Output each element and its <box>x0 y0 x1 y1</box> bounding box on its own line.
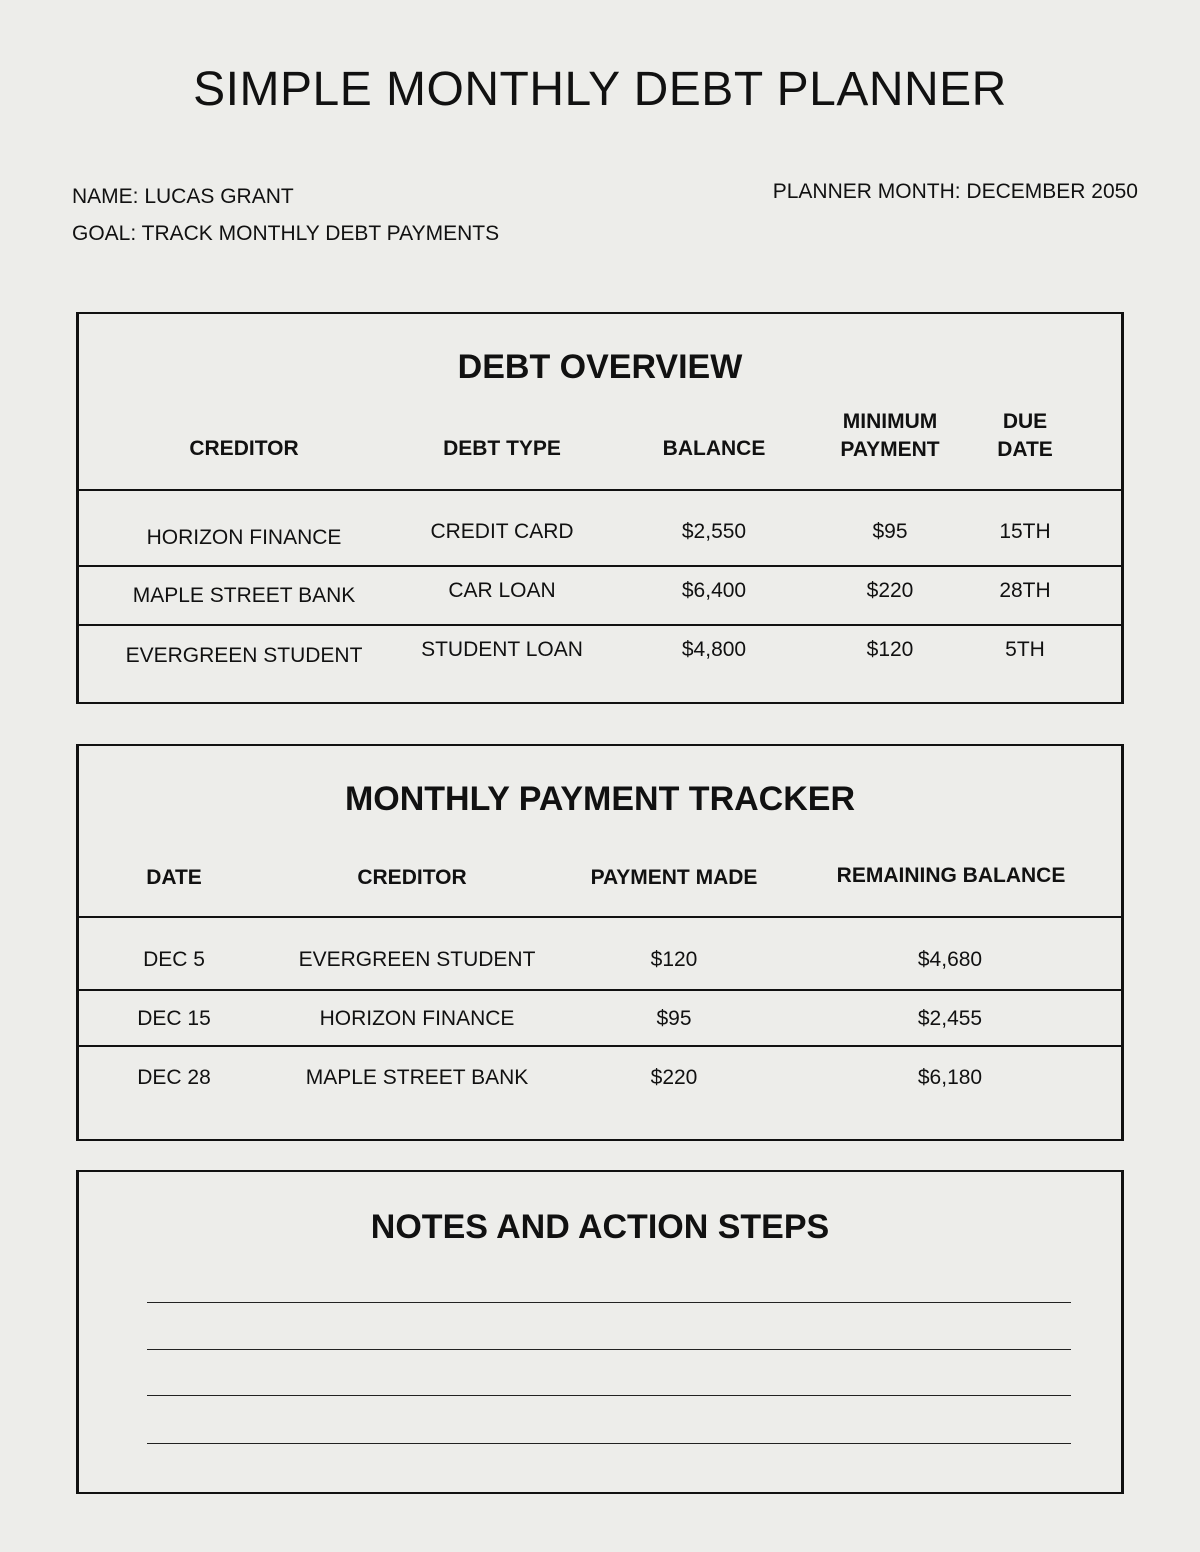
row-divider <box>79 565 1121 567</box>
header-minimum-payment <box>840 408 939 464</box>
tracker-row-1-creditor: EVERGREEN STUDENT <box>298 948 536 971</box>
header-balance: BALANCE <box>662 437 766 460</box>
overview-row-1-creditor: HORIZON FINANCE <box>146 526 342 549</box>
notes-title: NOTES AND ACTION STEPS <box>370 1208 830 1246</box>
overview-row-3-type: STUDENT LOAN <box>421 638 583 661</box>
note-line[interactable] <box>147 1395 1071 1396</box>
header-creditor: CREDITOR <box>357 866 467 889</box>
header-divider <box>79 489 1121 491</box>
overview-row-2-due: 28TH <box>999 579 1051 602</box>
tracker-row-1-payment: $120 <box>650 948 698 971</box>
goal-field: GOAL: TRACK MONTHLY DEBT PAYMENTS <box>72 222 500 245</box>
tracker-row-2-payment: $95 <box>656 1007 692 1030</box>
tracker-row-2-creditor: HORIZON FINANCE <box>319 1007 515 1030</box>
overview-row-1-due: 15TH <box>999 520 1051 543</box>
note-line[interactable] <box>147 1349 1071 1350</box>
header-divider <box>79 916 1121 918</box>
tracker-row-3-creditor: MAPLE STREET BANK <box>305 1066 529 1089</box>
overview-row-2-min: $220 <box>866 579 914 602</box>
header-payment-made: PAYMENT MADE <box>590 866 758 889</box>
overview-row-2-creditor: MAPLE STREET BANK <box>132 584 356 607</box>
tracker-row-3-date: DEC 28 <box>137 1066 211 1089</box>
overview-row-3-balance: $4,800 <box>681 638 747 661</box>
row-divider <box>79 1045 1121 1047</box>
tracker-row-2-remaining: $2,455 <box>917 1007 983 1030</box>
payment-tracker-section <box>76 744 1124 1141</box>
header-due-line: DUE <box>1002 410 1048 433</box>
overview-row-3-due: 5TH <box>1005 638 1045 661</box>
header-creditor: CREDITOR <box>189 437 299 460</box>
overview-row-2-balance: $6,400 <box>681 579 747 602</box>
overview-row-1-balance: $2,550 <box>681 520 747 543</box>
note-line[interactable] <box>147 1302 1071 1303</box>
header-minimum-line: MINIMUM <box>842 410 938 433</box>
header-date: DATE <box>146 866 202 889</box>
overview-row-3-min: $120 <box>866 638 914 661</box>
overview-row-3-creditor: EVERGREEN STUDENT <box>125 644 363 667</box>
tracker-row-1-date: DEC 5 <box>143 948 205 971</box>
overview-row-2-type: CAR LOAN <box>448 579 556 602</box>
page-title: SIMPLE MONTHLY DEBT PLANNER <box>193 63 1007 116</box>
overview-row-1-min: $95 <box>872 520 908 543</box>
header-remaining-balance: REMAINING BALANCE <box>836 864 1066 887</box>
overview-row-1-type: CREDIT CARD <box>430 520 574 543</box>
tracker-row-1-remaining: $4,680 <box>917 948 983 971</box>
header-due-date <box>997 408 1053 464</box>
payment-tracker-title: MONTHLY PAYMENT TRACKER <box>344 780 856 818</box>
debt-overview-section <box>76 312 1124 704</box>
header-debt-type: DEBT TYPE <box>443 437 561 460</box>
header-payment-line: PAYMENT <box>840 438 940 461</box>
planner-month: PLANNER MONTH: DECEMBER 2050 <box>772 180 1138 203</box>
tracker-row-3-payment: $220 <box>650 1066 698 1089</box>
note-line[interactable] <box>147 1443 1071 1444</box>
row-divider <box>79 989 1121 991</box>
tracker-row-3-remaining: $6,180 <box>917 1066 983 1089</box>
notes-section <box>76 1170 1124 1494</box>
tracker-row-2-date: DEC 15 <box>137 1007 211 1030</box>
debt-overview-title: DEBT OVERVIEW <box>457 348 743 386</box>
name-field: NAME: LUCAS GRANT <box>72 185 294 208</box>
row-divider <box>79 624 1121 626</box>
header-date-line: DATE <box>997 438 1053 461</box>
